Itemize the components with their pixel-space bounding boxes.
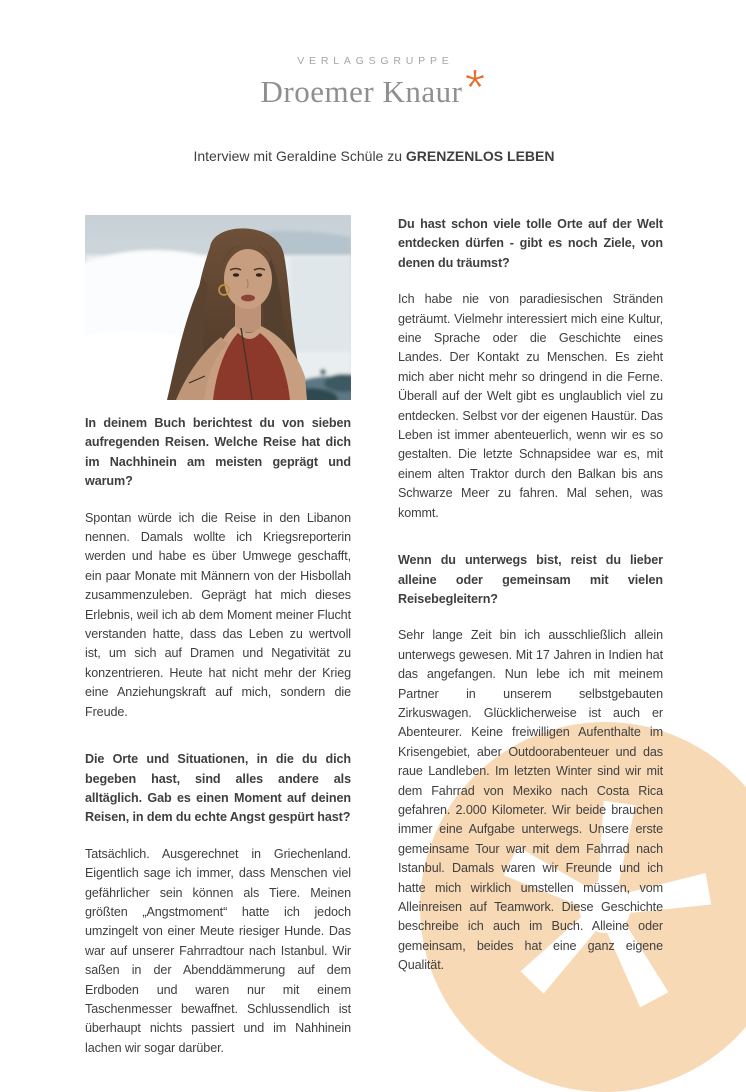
- publisher-logo: [0, 55, 746, 109]
- question-text: In deinem Buch berichtest du von sieben aufregenden Reisen. Welche Reise hat dich im Nachhinein am meisten geprägt und warum?: [85, 416, 351, 489]
- title-book-name: GRENZENLOS LEBEN: [405, 148, 555, 164]
- publisher-name: Droemer Knaur: [0, 69, 746, 109]
- answer-text: Ich habe nie von paradiesischen Stränden geträumt. Vielmehr interessiert mich eine Kultur, eine Sprache oder die Geschichte eines Landes. Der Kontakt zu Menschen. Es zieht mich aber nicht mehr so dringend in die Ferne. Überall auf der Welt gibt es unglaublich viel zu entdecken. Selbst vor der eigenen Haustür. Das Leben ist immer abenteuerlich, wenn wir es so gestalten. Die letzte Schnapsidee war es, mit einem alten Traktor durch den Balkan bis ans Schwarze Meer zu fahren. Mal sehen, was kommt.: [398, 292, 663, 520]
- title-prefix: Interview mit Geraldine Schüle zu: [193, 148, 403, 164]
- question-text: Wenn du unterwegs bist, reist du lieber alleine oder gemeinsam mit vielen Reisebegleitern?: [398, 553, 663, 606]
- answer-text: Tatsächlich. Ausgerechnet in Griechenland. Eigentlich sage ich immer, dass Menschen viel gefährlicher sein können als Tiere. Meinen größten „Angstmoment“ hatte ich jedoch umzingelt von einer Meute riesiger Hunde. Das war auf unserer Fahrradtour nach Istanbul. Wir saßen in der Abenddämmerung auf dem Erdboden und waren nur mit einem Taschenmesser bewaffnet. Schlussendlich ist überhaupt nichts passiert und im Nahhinein lachen wir sogar darüber.: [85, 846, 351, 1055]
- droemer-knaur-star-icon: [465, 69, 485, 89]
- interview-column-left: [85, 215, 351, 1086]
- question-text: Du hast schon viele tolle Orte auf der Welt entdecken dürfen - gibt es noch Ziele, von denen du träumst?: [398, 217, 663, 270]
- publisher-group-label: VERLAGSGRUPPE: [297, 55, 454, 67]
- answer-text: Sehr lange Zeit bin ich ausschließlich allein unterwegs gewesen. Mit 17 Jahren in Indien hat das angefangen. Nun lebe ich mit meinem Partner in unserem selbstgebauten Zirkuswagen. Glücklicherweise ist auch er Abenteurer. Keine freiwilligen Aufenthalte im Krisengebiet, aber Outdoorabenteuer und das raue Landleben. Im letzten Winter sind wir mit dem Fahrrad von Mexiko nach Costa Rica gefahren. 2.000 Kilometer. Wir beide brauchen immer eine Aufgabe unterwegs. Unsere erste gemeinsame Tour war mit dem Fahrrad nach Istanbul. Damals waren wir Freunde und ich hatte mich wirklich umstellen müssen, vom Alleinreisen auf Teamwork. Diese Geschichte beschreibe ich auch im Buch. Alleine oder gemeinsam, beides hat eine ganz eigene Qualität.: [398, 628, 663, 973]
- answer-text: Spontan würde ich die Reise in den Libanon nennen. Damals wollte ich Kriegsreporterin werden und habe es über Umwege geschafft, ein paar Monate mit Männern von der Hisbollah zusammenzuleben. Geprägt hat mich dieses Erlebnis, weil ich ab dem Moment meiner Flucht verstanden hatte, dass das Leben zu wertvoll ist, um sich auf Dramen und Negativität zu konzentrieren. Heute hat nicht mehr der Krieg eine Anziehungskraft auf mich, sondern die Freude.: [85, 510, 351, 719]
- question-text: Die Orte und Situationen, in die du dich begeben hast, sind alles andere als alltäglich. Gab es einen Moment auf deinen Reisen, in dem du echte Angst gespürt hast?: [85, 752, 351, 825]
- page-title: [85, 148, 663, 164]
- interview-columns: [85, 215, 663, 1086]
- interview-column-right: [398, 215, 663, 1086]
- author-photo: [85, 215, 351, 400]
